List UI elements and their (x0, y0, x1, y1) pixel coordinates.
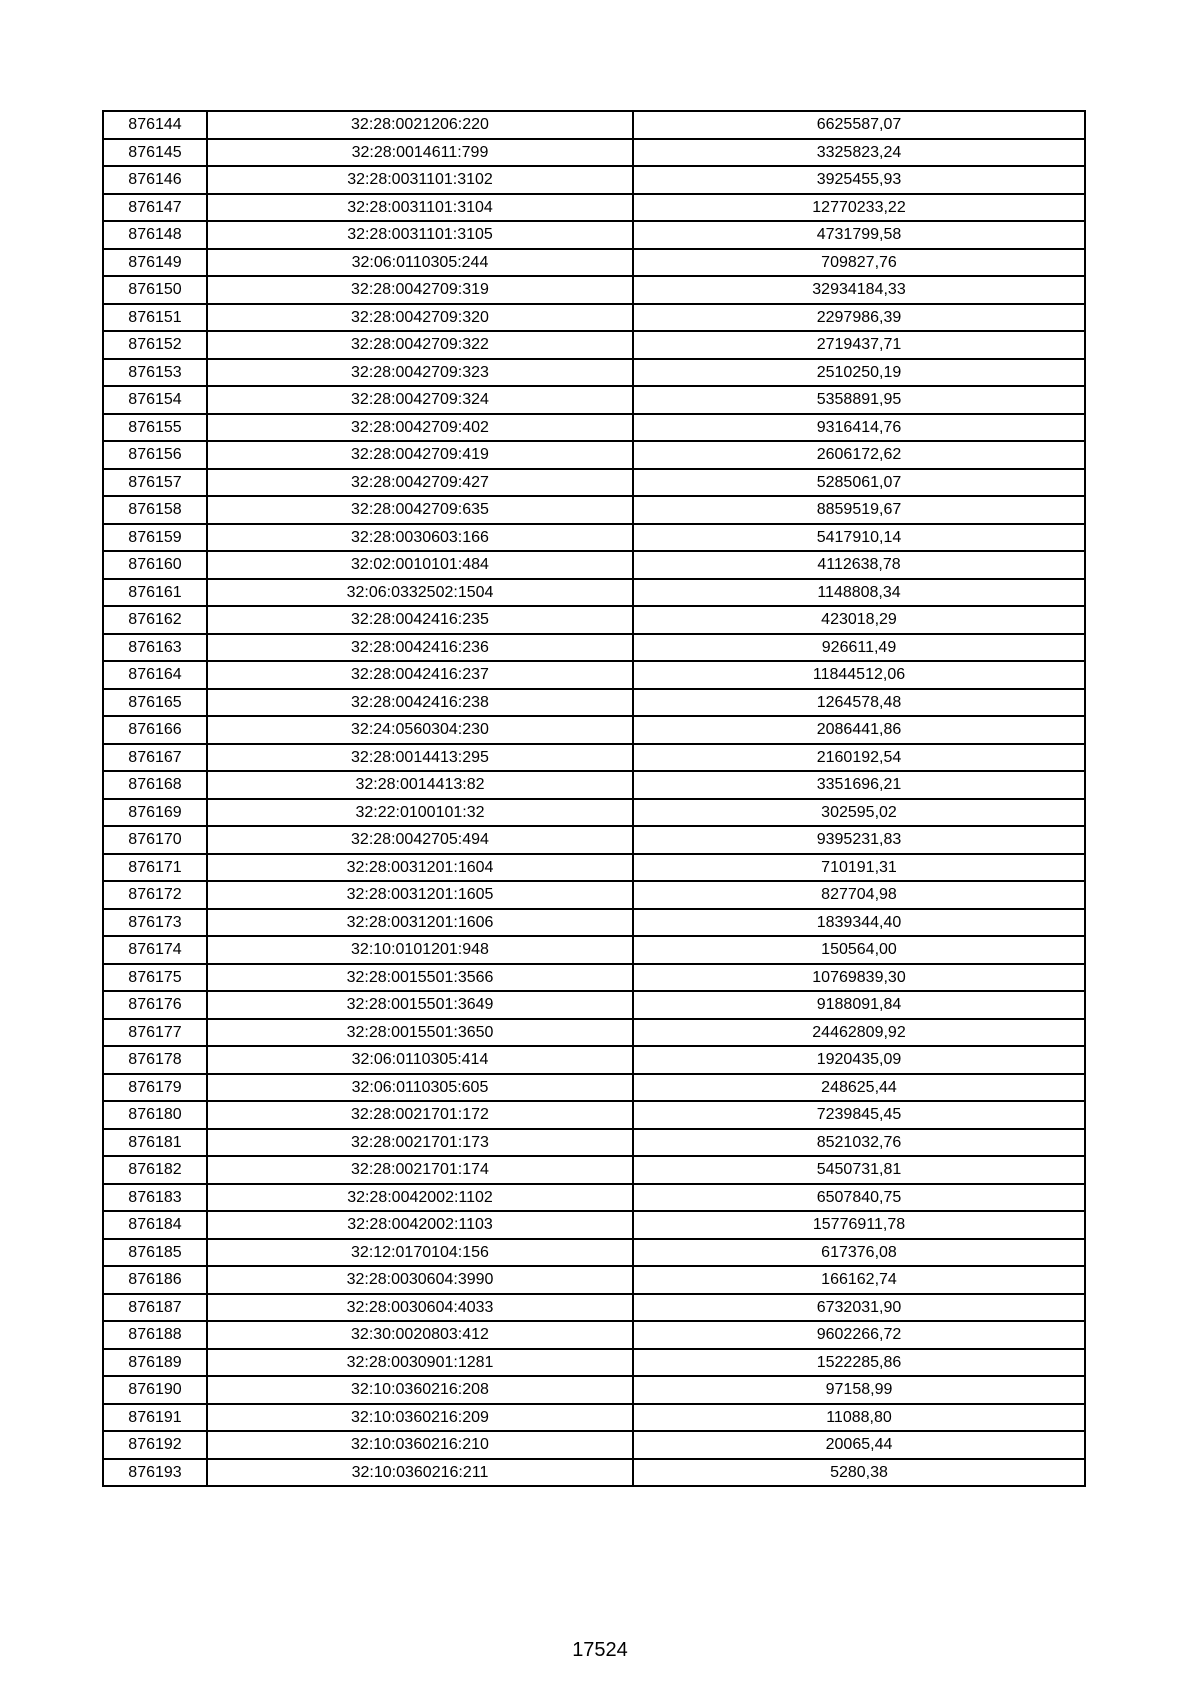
cadastral-number-cell: 32:24:0560304:230 (207, 716, 633, 744)
row-id-cell: 876186 (103, 1266, 207, 1294)
cadastral-number-cell: 32:28:0042416:235 (207, 606, 633, 634)
cadastral-number-cell: 32:28:0042709:419 (207, 441, 633, 469)
table-row (103, 276, 1085, 304)
value-cell: 1839344,40 (633, 909, 1085, 937)
table-row (103, 1184, 1085, 1212)
cadastral-number-cell: 32:28:0042705:494 (207, 826, 633, 854)
table-row (103, 249, 1085, 277)
value-cell: 5450731,81 (633, 1156, 1085, 1184)
row-id-cell: 876151 (103, 304, 207, 332)
cadastral-number-cell: 32:28:0014413:82 (207, 771, 633, 799)
cadastral-number-cell: 32:28:0030604:3990 (207, 1266, 633, 1294)
row-id-cell: 876152 (103, 331, 207, 359)
cadastral-number-cell: 32:12:0170104:156 (207, 1239, 633, 1267)
cadastral-number-cell: 32:28:0042709:427 (207, 469, 633, 497)
value-cell: 926611,49 (633, 634, 1085, 662)
row-id-cell: 876180 (103, 1101, 207, 1129)
table-row (103, 936, 1085, 964)
value-cell: 9188091,84 (633, 991, 1085, 1019)
row-id-cell: 876172 (103, 881, 207, 909)
cadastral-number-cell: 32:10:0360216:211 (207, 1459, 633, 1487)
table-row (103, 1019, 1085, 1047)
value-cell: 15776911,78 (633, 1211, 1085, 1239)
table-row (103, 524, 1085, 552)
cadastral-number-cell: 32:28:0014611:799 (207, 139, 633, 167)
value-cell: 1264578,48 (633, 689, 1085, 717)
value-cell: 32934184,33 (633, 276, 1085, 304)
value-cell: 6625587,07 (633, 111, 1085, 139)
value-cell: 709827,76 (633, 249, 1085, 277)
table-row (103, 1431, 1085, 1459)
value-cell: 11088,80 (633, 1404, 1085, 1432)
cadastral-number-cell: 32:28:0014413:295 (207, 744, 633, 772)
row-id-cell: 876187 (103, 1294, 207, 1322)
table-row (103, 799, 1085, 827)
row-id-cell: 876190 (103, 1376, 207, 1404)
row-id-cell: 876182 (103, 1156, 207, 1184)
row-id-cell: 876164 (103, 661, 207, 689)
value-cell: 150564,00 (633, 936, 1085, 964)
table-row (103, 716, 1085, 744)
cadastral-number-cell: 32:28:0015501:3649 (207, 991, 633, 1019)
value-cell: 2510250,19 (633, 359, 1085, 387)
table-row (103, 964, 1085, 992)
table-row (103, 386, 1085, 414)
row-id-cell: 876191 (103, 1404, 207, 1432)
table-row (103, 469, 1085, 497)
table-row (103, 634, 1085, 662)
cadastral-number-cell: 32:28:0021701:172 (207, 1101, 633, 1129)
row-id-cell: 876175 (103, 964, 207, 992)
row-id-cell: 876149 (103, 249, 207, 277)
value-cell: 166162,74 (633, 1266, 1085, 1294)
value-cell: 9316414,76 (633, 414, 1085, 442)
table-row (103, 551, 1085, 579)
row-id-cell: 876159 (103, 524, 207, 552)
cadastral-number-cell: 32:28:0042709:323 (207, 359, 633, 387)
table-row (103, 1376, 1085, 1404)
table-row (103, 744, 1085, 772)
data-table (102, 110, 1086, 1487)
row-id-cell: 876174 (103, 936, 207, 964)
cadastral-number-cell: 32:22:0100101:32 (207, 799, 633, 827)
row-id-cell: 876155 (103, 414, 207, 442)
cadastral-number-cell: 32:28:0030604:4033 (207, 1294, 633, 1322)
row-id-cell: 876176 (103, 991, 207, 1019)
cadastral-number-cell: 32:28:0042416:236 (207, 634, 633, 662)
cadastral-number-cell: 32:28:0031101:3102 (207, 166, 633, 194)
cadastral-number-cell: 32:28:0015501:3650 (207, 1019, 633, 1047)
table-row (103, 1046, 1085, 1074)
row-id-cell: 876161 (103, 579, 207, 607)
value-cell: 5285061,07 (633, 469, 1085, 497)
cadastral-number-cell: 32:10:0360216:209 (207, 1404, 633, 1432)
table-row (103, 194, 1085, 222)
value-cell: 4112638,78 (633, 551, 1085, 579)
row-id-cell: 876145 (103, 139, 207, 167)
value-cell: 2719437,71 (633, 331, 1085, 359)
cadastral-number-cell: 32:28:0021206:220 (207, 111, 633, 139)
value-cell: 1148808,34 (633, 579, 1085, 607)
row-id-cell: 876192 (103, 1431, 207, 1459)
table-row (103, 881, 1085, 909)
cadastral-number-cell: 32:28:0031201:1604 (207, 854, 633, 882)
value-cell: 12770233,22 (633, 194, 1085, 222)
value-cell: 2160192,54 (633, 744, 1085, 772)
table-row (103, 111, 1085, 139)
cadastral-number-cell: 32:28:0042709:320 (207, 304, 633, 332)
row-id-cell: 876179 (103, 1074, 207, 1102)
table-row (103, 221, 1085, 249)
cadastral-number-cell: 32:28:0021701:173 (207, 1129, 633, 1157)
cadastral-number-cell: 32:06:0332502:1504 (207, 579, 633, 607)
value-cell: 3325823,24 (633, 139, 1085, 167)
value-cell: 5417910,14 (633, 524, 1085, 552)
table-row (103, 1074, 1085, 1102)
row-id-cell: 876150 (103, 276, 207, 304)
value-cell: 10769839,30 (633, 964, 1085, 992)
table-row (103, 1156, 1085, 1184)
table-row (103, 1266, 1085, 1294)
table-row (103, 991, 1085, 1019)
cadastral-number-cell: 32:28:0042709:319 (207, 276, 633, 304)
table-row (103, 496, 1085, 524)
cadastral-number-cell: 32:10:0360216:208 (207, 1376, 633, 1404)
row-id-cell: 876163 (103, 634, 207, 662)
value-cell: 3925455,93 (633, 166, 1085, 194)
row-id-cell: 876147 (103, 194, 207, 222)
value-cell: 6507840,75 (633, 1184, 1085, 1212)
value-cell: 8521032,76 (633, 1129, 1085, 1157)
cadastral-number-cell: 32:02:0010101:484 (207, 551, 633, 579)
row-id-cell: 876160 (103, 551, 207, 579)
table-row (103, 359, 1085, 387)
row-id-cell: 876183 (103, 1184, 207, 1212)
row-id-cell: 876154 (103, 386, 207, 414)
table-row (103, 689, 1085, 717)
value-cell: 4731799,58 (633, 221, 1085, 249)
row-id-cell: 876146 (103, 166, 207, 194)
row-id-cell: 876148 (103, 221, 207, 249)
value-cell: 1522285,86 (633, 1349, 1085, 1377)
table-row (103, 771, 1085, 799)
row-id-cell: 876188 (103, 1321, 207, 1349)
value-cell: 617376,08 (633, 1239, 1085, 1267)
row-id-cell: 876162 (103, 606, 207, 634)
row-id-cell: 876166 (103, 716, 207, 744)
value-cell: 827704,98 (633, 881, 1085, 909)
table-row (103, 1294, 1085, 1322)
table-row (103, 1459, 1085, 1487)
value-cell: 302595,02 (633, 799, 1085, 827)
cadastral-number-cell: 32:06:0110305:605 (207, 1074, 633, 1102)
cadastral-number-cell: 32:28:0021701:174 (207, 1156, 633, 1184)
value-cell: 9602266,72 (633, 1321, 1085, 1349)
row-id-cell: 876185 (103, 1239, 207, 1267)
table-row (103, 1321, 1085, 1349)
table-row (103, 1239, 1085, 1267)
cadastral-number-cell: 32:28:0031101:3104 (207, 194, 633, 222)
row-id-cell: 876153 (103, 359, 207, 387)
value-cell: 248625,44 (633, 1074, 1085, 1102)
cadastral-number-cell: 32:28:0042709:322 (207, 331, 633, 359)
cadastral-number-cell: 32:28:0042416:238 (207, 689, 633, 717)
row-id-cell: 876184 (103, 1211, 207, 1239)
cadastral-number-cell: 32:28:0042416:237 (207, 661, 633, 689)
table-row (103, 166, 1085, 194)
value-cell: 11844512,06 (633, 661, 1085, 689)
value-cell: 24462809,92 (633, 1019, 1085, 1047)
row-id-cell: 876181 (103, 1129, 207, 1157)
row-id-cell: 876168 (103, 771, 207, 799)
table-row (103, 1404, 1085, 1432)
cadastral-number-cell: 32:06:0110305:244 (207, 249, 633, 277)
row-id-cell: 876156 (103, 441, 207, 469)
row-id-cell: 876157 (103, 469, 207, 497)
value-cell: 6732031,90 (633, 1294, 1085, 1322)
cadastral-number-cell: 32:28:0031101:3105 (207, 221, 633, 249)
table-row (103, 854, 1085, 882)
table-row (103, 606, 1085, 634)
table-body (103, 111, 1085, 1486)
value-cell: 97158,99 (633, 1376, 1085, 1404)
cadastral-number-cell: 32:28:0042002:1103 (207, 1211, 633, 1239)
row-id-cell: 876189 (103, 1349, 207, 1377)
cadastral-number-cell: 32:06:0110305:414 (207, 1046, 633, 1074)
cadastral-number-cell: 32:28:0015501:3566 (207, 964, 633, 992)
table-row (103, 1349, 1085, 1377)
cadastral-number-cell: 32:28:0030901:1281 (207, 1349, 633, 1377)
row-id-cell: 876169 (103, 799, 207, 827)
value-cell: 9395231,83 (633, 826, 1085, 854)
row-id-cell: 876177 (103, 1019, 207, 1047)
table-row (103, 826, 1085, 854)
value-cell: 710191,31 (633, 854, 1085, 882)
table-row (103, 304, 1085, 332)
table-row (103, 579, 1085, 607)
row-id-cell: 876170 (103, 826, 207, 854)
table-row (103, 414, 1085, 442)
value-cell: 1920435,09 (633, 1046, 1085, 1074)
cadastral-number-cell: 32:28:0042709:402 (207, 414, 633, 442)
table-row (103, 441, 1085, 469)
cadastral-number-cell: 32:10:0360216:210 (207, 1431, 633, 1459)
cadastral-number-cell: 32:10:0101201:948 (207, 936, 633, 964)
value-cell: 5280,38 (633, 1459, 1085, 1487)
value-cell: 2606172,62 (633, 441, 1085, 469)
cadastral-number-cell: 32:28:0042709:324 (207, 386, 633, 414)
value-cell: 2297986,39 (633, 304, 1085, 332)
table-row (103, 909, 1085, 937)
row-id-cell: 876144 (103, 111, 207, 139)
row-id-cell: 876178 (103, 1046, 207, 1074)
row-id-cell: 876167 (103, 744, 207, 772)
table-row (103, 331, 1085, 359)
row-id-cell: 876173 (103, 909, 207, 937)
cadastral-number-cell: 32:30:0020803:412 (207, 1321, 633, 1349)
row-id-cell: 876158 (103, 496, 207, 524)
cadastral-number-cell: 32:28:0030603:166 (207, 524, 633, 552)
cadastral-number-cell: 32:28:0042709:635 (207, 496, 633, 524)
value-cell: 20065,44 (633, 1431, 1085, 1459)
value-cell: 423018,29 (633, 606, 1085, 634)
value-cell: 8859519,67 (633, 496, 1085, 524)
table-row (103, 1101, 1085, 1129)
cadastral-number-cell: 32:28:0042002:1102 (207, 1184, 633, 1212)
table-row (103, 1129, 1085, 1157)
cadastral-number-cell: 32:28:0031201:1605 (207, 881, 633, 909)
table-row (103, 1211, 1085, 1239)
table-row (103, 139, 1085, 167)
value-cell: 5358891,95 (633, 386, 1085, 414)
page-number: 17524 (572, 1639, 628, 1661)
table-row (103, 661, 1085, 689)
value-cell: 2086441,86 (633, 716, 1085, 744)
value-cell: 7239845,45 (633, 1101, 1085, 1129)
value-cell: 3351696,21 (633, 771, 1085, 799)
row-id-cell: 876171 (103, 854, 207, 882)
row-id-cell: 876193 (103, 1459, 207, 1487)
row-id-cell: 876165 (103, 689, 207, 717)
cadastral-number-cell: 32:28:0031201:1606 (207, 909, 633, 937)
